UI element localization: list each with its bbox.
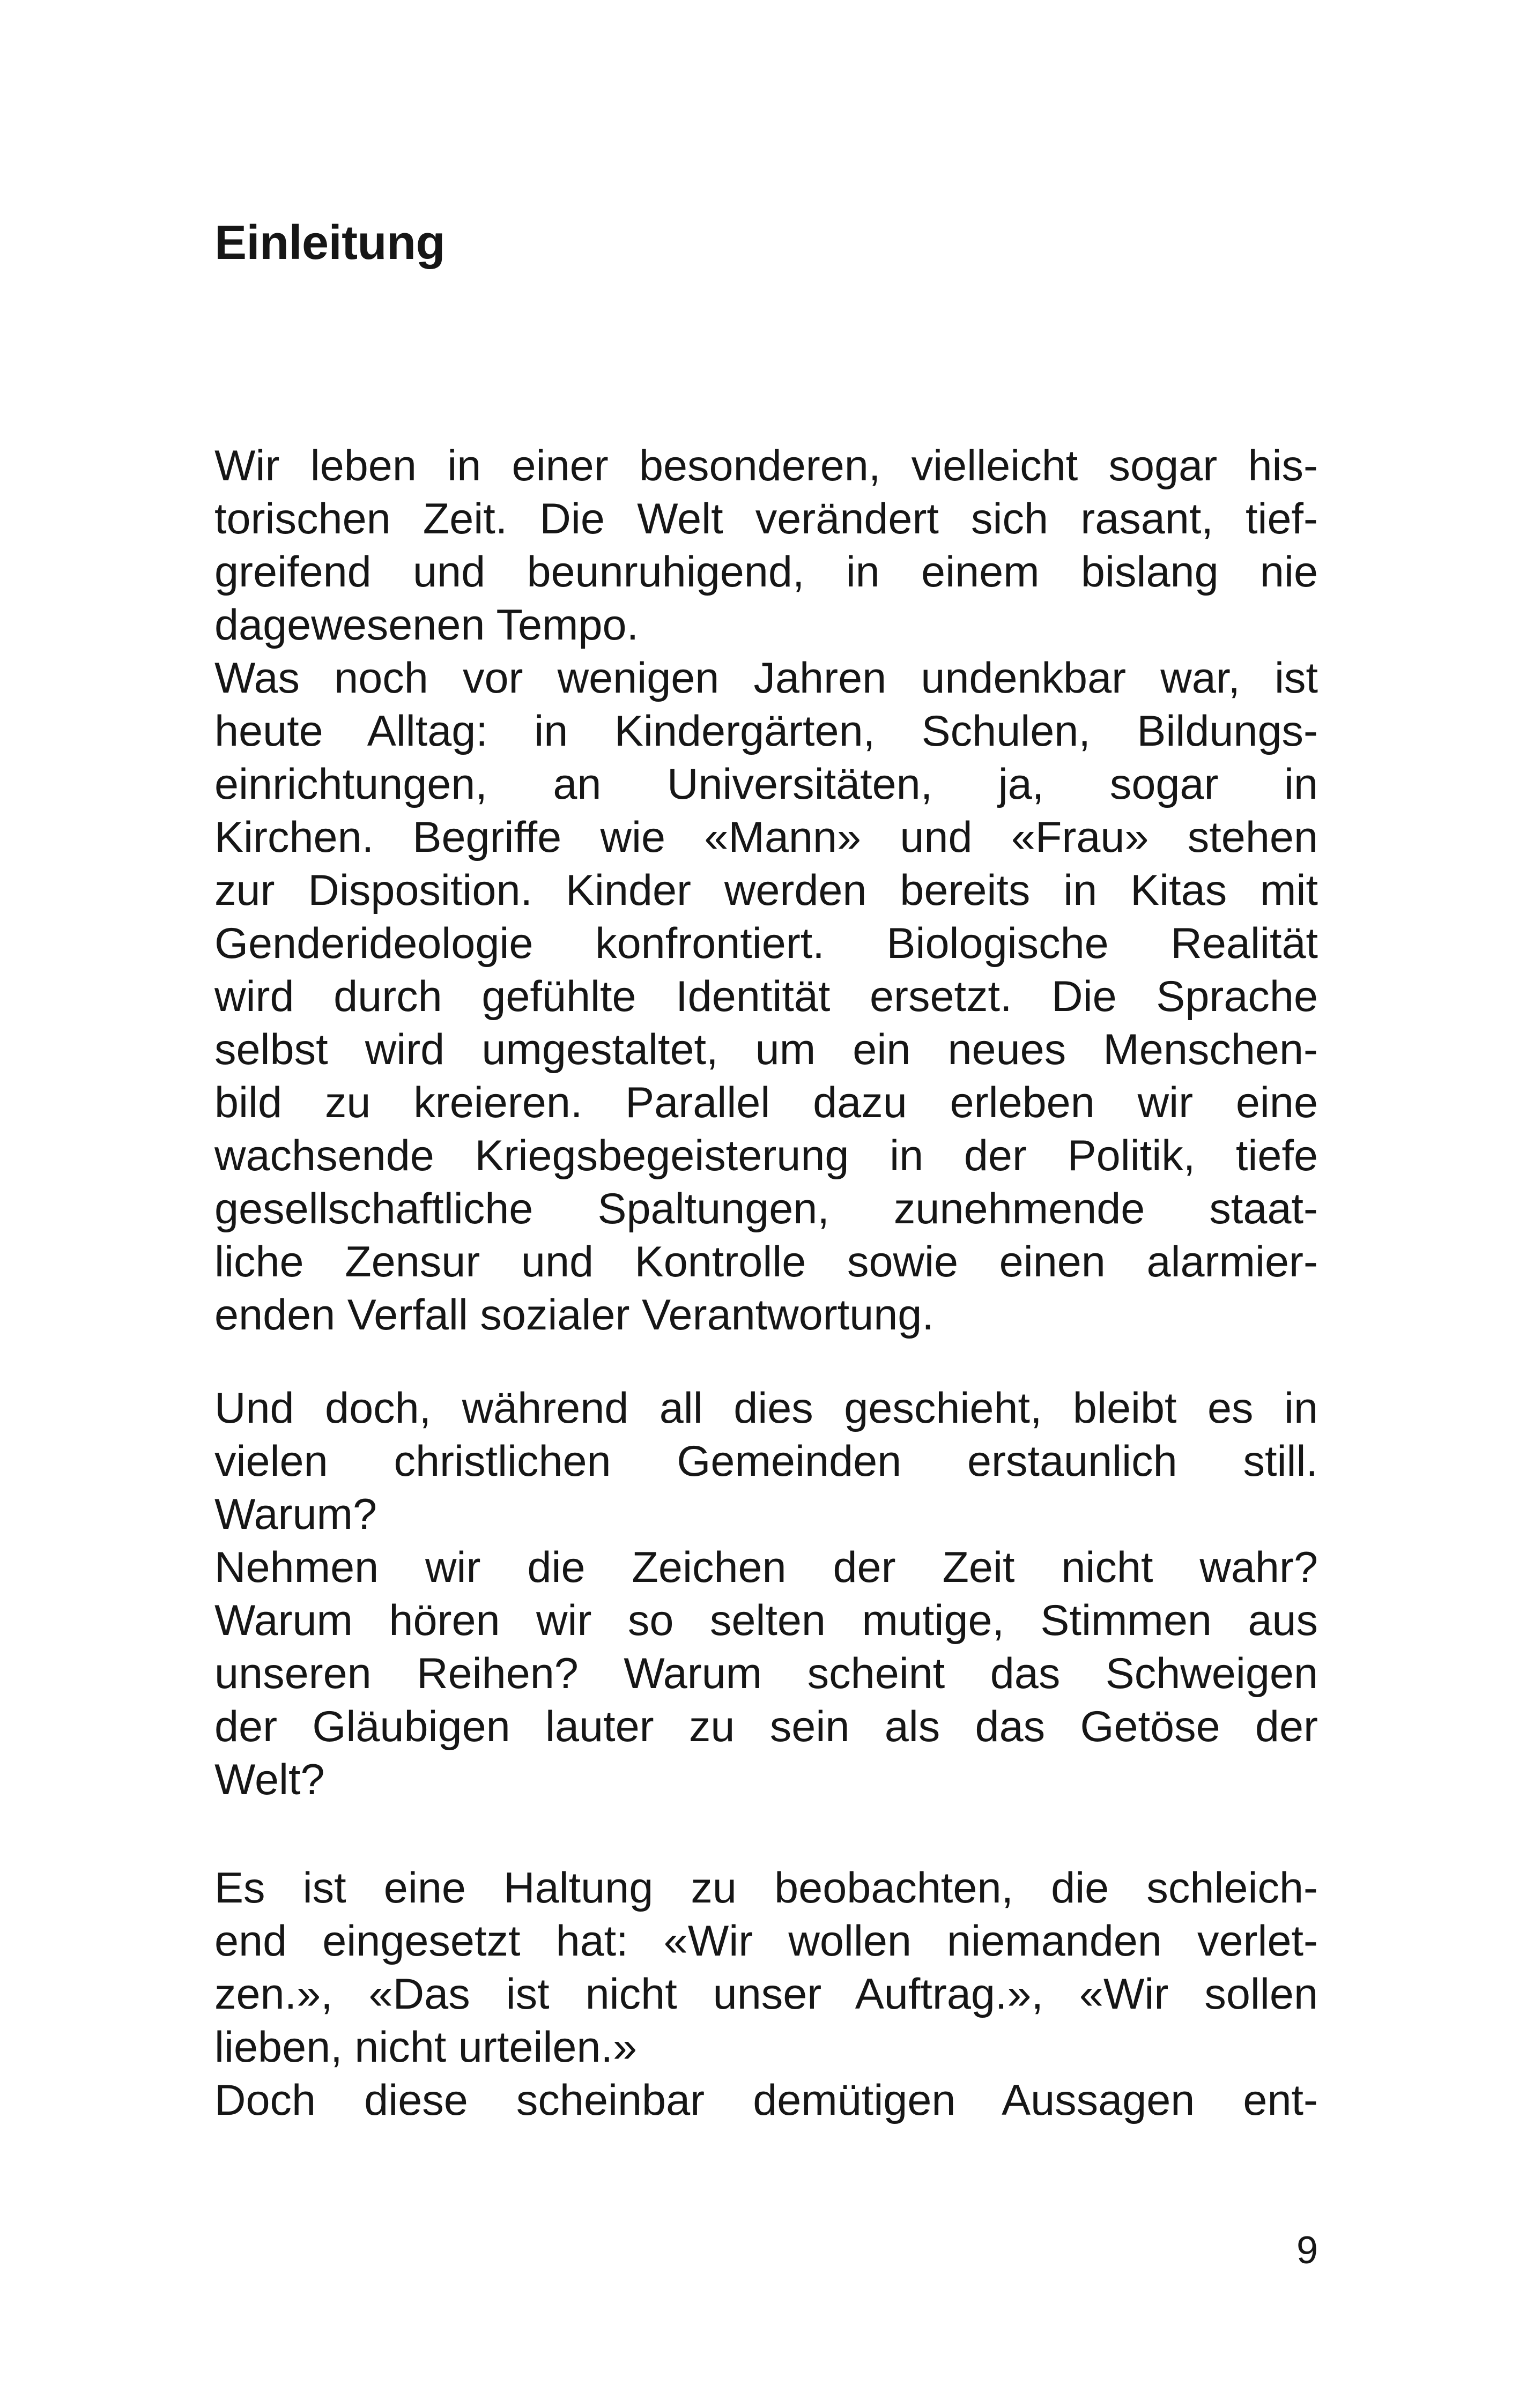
paragraph [214, 1541, 1318, 1807]
text-line: der Gläubigen lauter zu sein als das Getöse der [214, 1703, 1318, 1751]
text-line: selbst wird umgestaltet, um ein neues Menschen- [214, 1025, 1318, 1074]
paragraph [214, 652, 1318, 1342]
text-line: Wir leben in einer besonderen, vielleicht sogar his- [214, 442, 1318, 490]
text-line: Warum? [214, 1490, 377, 1539]
text-line: einrichtungen, an Universitäten, ja, sogar in [214, 760, 1318, 808]
text-line: heute Alltag: in Kindergärten, Schulen, Bildungs- [214, 707, 1318, 755]
text-line: Welt? [214, 1756, 325, 1804]
body-text [214, 440, 1318, 2127]
text-line: vielen christlichen Gemeinden erstaunlich still. [214, 1437, 1318, 1485]
text-line: Genderideologie konfrontiert. Biologische Realität [214, 919, 1318, 968]
paragraph [214, 2074, 1318, 2127]
text-line: zen.», «Das ist nicht unser Auftrag.», «Wir sollen [214, 1970, 1318, 2018]
text-line: unseren Reihen? Warum scheint das Schweigen [214, 1649, 1318, 1698]
text-line: Kirchen. Begriffe wie «Mann» und «Frau» stehen [214, 813, 1318, 861]
page-number: 9 [1296, 2229, 1318, 2272]
text-line: enden Verfall sozialer Verantwortung. [214, 1291, 934, 1339]
paragraph [214, 1382, 1318, 1541]
text-line: liche Zensur und Kontrolle sowie einen alarmier- [214, 1238, 1318, 1286]
text-line: wachsende Kriegsbegeisterung in der Politik, tiefe [214, 1132, 1318, 1180]
text-line: greifend und beunruhigend, in einem bislang nie [214, 548, 1318, 596]
text-line: wird durch gefühlte Identität ersetzt. Die Sprache [214, 972, 1318, 1021]
text-line: lieben, nicht urteilen.» [214, 2023, 638, 2071]
text-line: zur Disposition. Kinder werden bereits in Kitas mit [214, 866, 1318, 915]
paragraph [214, 440, 1318, 652]
text-line: Was noch vor wenigen Jahren undenkbar war, ist [214, 654, 1318, 702]
text-line: Warum hören wir so selten mutige, Stimmen aus [214, 1596, 1318, 1645]
text-line: gesellschaftliche Spaltungen, zunehmende staat- [214, 1185, 1318, 1233]
text-line: bild zu kreieren. Parallel dazu erleben wir eine [214, 1079, 1318, 1127]
text-line: Nehmen wir die Zeichen der Zeit nicht wahr? [214, 1543, 1318, 1592]
text-line: Es ist eine Haltung zu beobachten, die schleich- [214, 1864, 1318, 1912]
paragraph [214, 1862, 1318, 2074]
text-line: torischen Zeit. Die Welt verändert sich rasant, tief- [214, 495, 1318, 543]
text-line: Doch diese scheinbar demütigen Aussagen ent- [214, 2076, 1318, 2124]
chapter-title: Einleitung [214, 216, 445, 270]
text-line: dagewesenen Tempo. [214, 601, 639, 649]
text-line: Und doch, während all dies geschieht, bleibt es in [214, 1384, 1318, 1432]
text-line: end eingesetzt hat: «Wir wollen niemanden verlet- [214, 1917, 1318, 1965]
